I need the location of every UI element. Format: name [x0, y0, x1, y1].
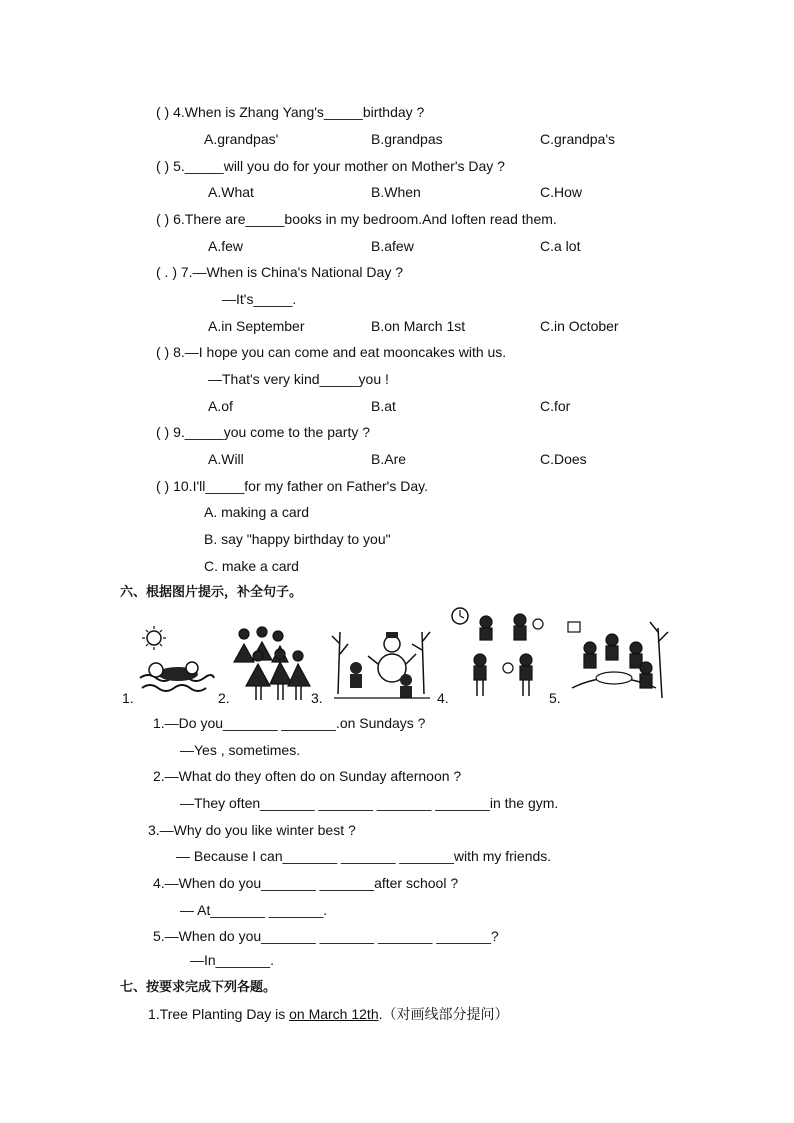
- sentence-4-question: 4.—When do you_______ _______after school ?: [153, 875, 459, 891]
- picture-number-2: 2.: [218, 690, 230, 706]
- option-6a: A.few: [208, 238, 244, 254]
- option-8b: B.at: [371, 398, 396, 414]
- sentence-3-answer: — Because I can_______ _______ _______with my friends.: [176, 848, 552, 864]
- section-7-question-1: [148, 1006, 509, 1022]
- option-7b: B.on March 1st: [371, 318, 466, 334]
- sentence-1-question: 1.—Do you_______ _______.on Sundays ?: [153, 715, 426, 731]
- question-1-prefix: 1.Tree Planting Day is: [148, 1006, 290, 1022]
- after-school-picture: [450, 606, 550, 702]
- question-10: ( ) 10.I'll_____for my father on Father's Day.: [156, 478, 428, 494]
- sentence-5-question: 5.—When do you_______ _______ _______ _______?: [153, 928, 499, 944]
- option-9c: C.Does: [540, 451, 587, 467]
- question-4: ( ) 4.When is Zhang Yang's_____birthday ?: [156, 104, 425, 120]
- picture-number-4: 4.: [437, 690, 449, 706]
- question-8: ( ) 8.—I hope you can come and eat mooncakes with us.: [156, 344, 507, 360]
- option-4b: B.grandpas: [371, 131, 443, 147]
- question-1-suffix: .（对画线部分提问）: [378, 1006, 509, 1022]
- section-6-title: 六、根据图片提示，补全句子。: [120, 585, 303, 600]
- question-7-response: —It's_____.: [222, 291, 297, 307]
- sentence-1-answer: —Yes , sometimes.: [180, 742, 301, 758]
- sentence-4-answer: — At_______ _______.: [180, 902, 328, 918]
- snowman-picture: [330, 624, 434, 702]
- question-6: ( ) 6.There are_____books in my bedroom.And Ioften read them.: [156, 211, 557, 227]
- picture-number-5: 5.: [549, 690, 561, 706]
- option-9a: A.Will: [208, 451, 244, 467]
- question-7: ( . ) 7.—When is China's National Day ?: [156, 264, 403, 280]
- underlined-phrase: on March 12th: [289, 1006, 379, 1022]
- option-10a: A. making a card: [204, 504, 310, 520]
- option-5b: B.When: [371, 184, 421, 200]
- option-5a: A.What: [208, 184, 254, 200]
- option-4a: A.grandpas': [204, 131, 279, 147]
- option-6b: B.afew: [371, 238, 414, 254]
- section-7-title: 七、按要求完成下列各题。: [120, 980, 277, 995]
- question-8-response: —That's very kind_____you !: [208, 371, 389, 387]
- option-10c: C. make a card: [204, 558, 299, 574]
- sentence-2-question: 2.—What do they often do on Sunday afternoon ?: [153, 768, 462, 784]
- option-7a: A.in September: [208, 318, 305, 334]
- picture-number-3: 3.: [311, 690, 323, 706]
- swimming-picture: [136, 624, 216, 702]
- picnic-picture: [566, 618, 670, 702]
- option-6c: C.a lot: [540, 238, 581, 254]
- option-8c: C.for: [540, 398, 571, 414]
- sentence-3-question: 3.—Why do you like winter best ?: [148, 822, 356, 838]
- option-7c: C.in October: [540, 318, 619, 334]
- option-4c: C.grandpa's: [540, 131, 616, 147]
- option-10b: B. say "happy birthday to you": [204, 531, 391, 547]
- option-9b: B.Are: [371, 451, 407, 467]
- question-9: ( ) 9._____you come to the party ?: [156, 424, 371, 440]
- dancing-picture: [228, 624, 312, 702]
- question-5: ( ) 5._____will you do for your mother on Mother's Day ?: [156, 158, 505, 174]
- picture-number-1: 1.: [122, 690, 134, 706]
- option-5c: C.How: [540, 184, 583, 200]
- option-8a: A.of: [208, 398, 233, 414]
- sentence-5-answer: —In_______.: [190, 952, 275, 968]
- sentence-2-answer: —They often_______ _______ _______ _______in the gym.: [180, 795, 559, 811]
